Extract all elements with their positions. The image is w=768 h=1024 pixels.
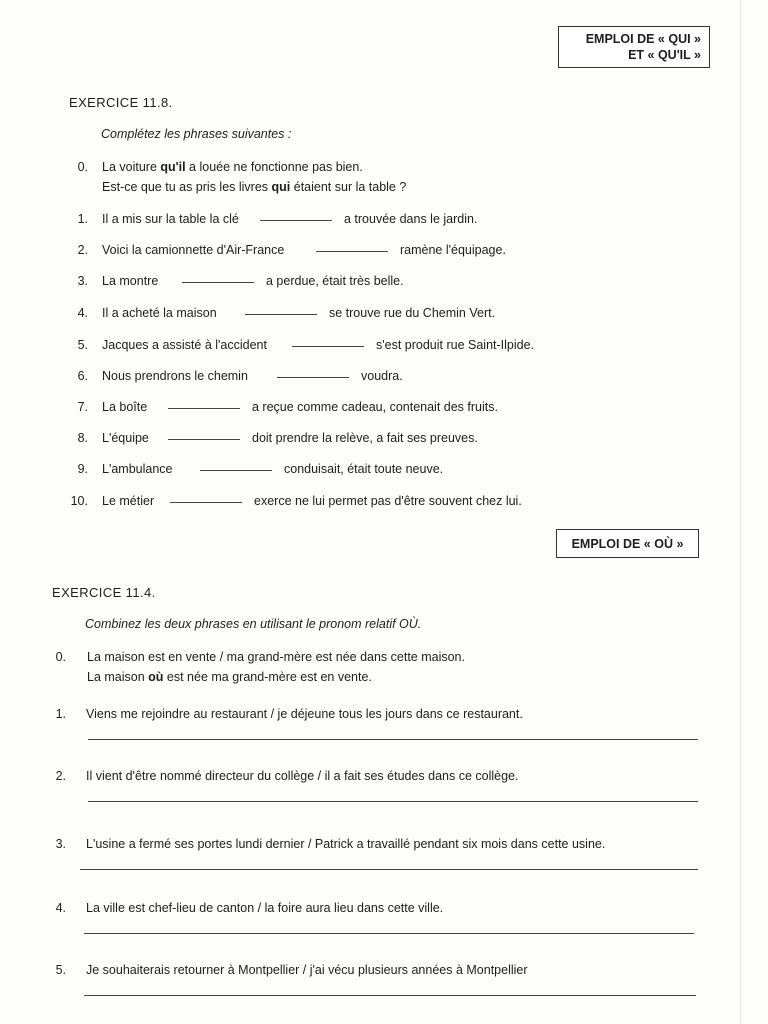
exercise-sentence: Je souhaiterais retourner à Montpellier / j'ai vécu plusieurs années à Montpellier [86,963,528,977]
page-edge [740,0,741,1024]
section-label-line2: ET « QU'IL » [628,48,701,62]
exercise-sentence: L'usine a fermé ses portes lundi dernier / Patrick a travaillé pendant six mois dans cette usine. [86,837,606,851]
answer-blank[interactable] [277,377,349,378]
answer-blank[interactable] [168,439,240,440]
exercise-sentence: Viens me rejoindre au restaurant / je déjeune tous les jours dans ce restaurant. [86,707,523,721]
answer-blank[interactable] [316,251,388,252]
exercise-sentence-before-blank: Le métier [102,494,155,508]
section-label-ou: EMPLOI DE « OÙ » [556,529,699,558]
exercise-sentence: Il vient d'être nommé directeur du collège / il a fait ses études dans ce collège. [86,769,519,783]
item-number: 3. [77,274,88,288]
exercise-sentence-before-blank: Jacques a assisté à l'accident [102,338,267,352]
exercise-sentence-after-blank: ramène l'équipage. [400,243,506,257]
answer-line[interactable] [88,801,698,802]
item-number: 4. [55,901,66,915]
answer-line[interactable] [84,995,696,996]
exercise-sentence-before-blank: Nous prendrons le chemin [102,369,248,383]
item-number: 5. [77,338,88,352]
item-number: 3. [55,837,66,851]
item-number: 5. [55,963,66,977]
item-number: 4. [77,306,88,320]
exercise-sentence-before-blank: Il a mis sur la table la clé [102,212,239,226]
item-number: 8. [77,431,88,445]
answer-blank[interactable] [170,502,242,503]
item-number: 9. [77,462,88,476]
answer-line[interactable] [88,739,698,740]
item-number: 0. [55,650,66,664]
section-label-line1: EMPLOI DE « QUI » [585,32,701,46]
exercise-sentence-after-blank: exerce ne lui permet pas d'être souvent chez lui. [254,494,522,508]
item-number: 10. [70,494,88,508]
exercise-title-11-4: EXERCICE 11.4. [52,585,156,600]
exercise-sentence-after-blank: a reçue comme cadeau, contenait des fruits. [252,400,498,414]
item-number: 7. [77,400,88,414]
exercise-sentence-after-blank: a trouvée dans le jardin. [344,212,478,226]
exercise-instruction: Complétez les phrases suivantes : [101,127,292,141]
answer-blank[interactable] [292,346,364,347]
exercise-sentence: La ville est chef-lieu de canton / la foire aura lieu dans cette ville. [86,901,444,915]
exercise-sentence-before-blank: La boîte [102,400,148,414]
exercise-sentence-after-blank: s'est produit rue Saint-Ilpide. [376,338,535,352]
answer-blank[interactable] [200,470,272,471]
item-number: 1. [77,212,88,226]
item-number: 2. [55,769,66,783]
example-line-1: La voiture qu'il a louée ne fonctionne pas bien. [102,160,363,174]
answer-line[interactable] [80,869,698,870]
exercise-sentence-before-blank: L'ambulance [102,462,173,476]
answer-blank[interactable] [168,408,240,409]
answer-line[interactable] [84,933,694,934]
section-label-qui [558,26,710,68]
exercise-sentence-before-blank: Voici la camionnette d'Air-France [102,243,285,257]
example-line-2: La maison où est née ma grand-mère est en vente. [87,670,372,684]
exercise-sentence-after-blank: conduisait, était toute neuve. [284,462,444,476]
answer-blank[interactable] [245,314,317,315]
answer-blank[interactable] [260,220,332,221]
exercise-sentence-after-blank: doit prendre la relève, a fait ses preuves. [252,431,478,445]
item-number: 0. [77,160,88,174]
exercise-sentence-after-blank: voudra. [361,369,403,383]
item-number: 1. [55,707,66,721]
exercise-instruction: Combinez les deux phrases en utilisant le pronom relatif OÙ. [85,617,422,631]
exercise-sentence-before-blank: Il a acheté la maison [102,306,217,320]
item-number: 6. [77,369,88,383]
example-line-1: La maison est en vente / ma grand-mère est née dans cette maison. [87,650,465,664]
example-line-2: Est-ce que tu as pris les livres qui étaient sur la table ? [102,180,407,194]
exercise-sentence-before-blank: La montre [102,274,159,288]
exercise-sentence-after-blank: se trouve rue du Chemin Vert. [329,306,496,320]
answer-blank[interactable] [182,282,254,283]
item-number: 2. [77,243,88,257]
exercise-sentence-before-blank: L'équipe [102,431,149,445]
exercise-title-11-8: EXERCICE 11.8. [69,95,173,110]
exercise-sentence-after-blank: a perdue, était très belle. [266,274,404,288]
